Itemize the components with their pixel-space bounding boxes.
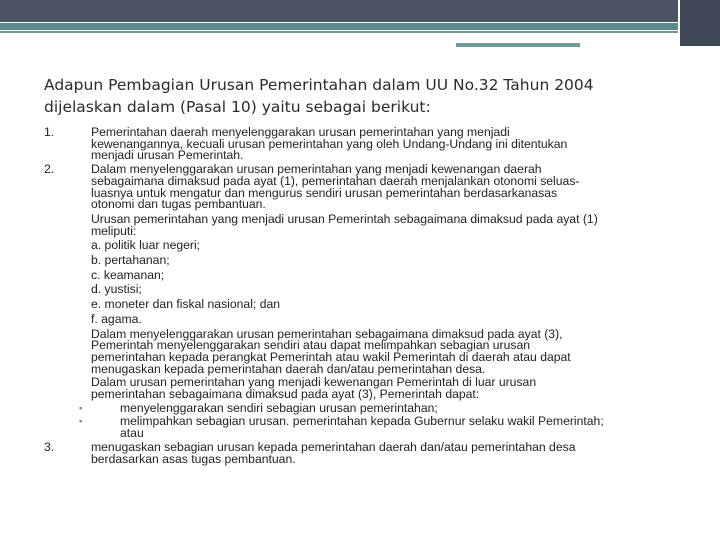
item-text — [91, 127, 691, 162]
bullet-item — [0, 416, 720, 439]
bullet-icon: ▪ — [79, 416, 83, 427]
list-item — [0, 240, 720, 252]
list-item — [0, 326, 720, 376]
text-line: berdasarkan asas tugas pembantuan. — [91, 451, 296, 466]
list-item — [0, 211, 720, 238]
list-item — [0, 255, 720, 267]
bullet-item — [0, 400, 720, 415]
list-item — [0, 377, 720, 400]
list-item — [0, 311, 720, 326]
item-text — [91, 377, 691, 400]
item-number: 2. — [44, 162, 55, 177]
text-line: Dalam urusan pemerintahan yang menjadi kewenangan Pemerintah di luar urusan — [91, 375, 537, 390]
sub-item: c. keamanan; — [91, 267, 165, 282]
text-line: menjadi urusan Pemerintah. — [91, 148, 244, 163]
sub-item: e. moneter dan fiskal nasional; dan — [91, 297, 281, 312]
text-line: otonomi dan tugas pembantuan. — [91, 197, 266, 212]
list-item — [0, 127, 720, 162]
accent-bar — [0, 23, 678, 30]
list-item — [0, 439, 720, 466]
bullet-text — [120, 400, 680, 415]
text-line: Pemerintah menyelenggarakan sendiri atau dapat melimpahkan sebagian urusan — [91, 338, 531, 353]
text-line: pemerintahan sebagaimana dimaksud pada ayat (3), Pemerintah dapat: — [91, 387, 480, 402]
item-text — [91, 164, 691, 211]
sub-item: a. politik luar negeri; — [91, 238, 201, 253]
text-line: sebagaimana dimaksud pada ayat (1), pemerintahan daerah menjalankan otonomi seluas- — [91, 173, 580, 188]
list-item — [0, 164, 720, 211]
text-line: menyelenggarakan sendiri sebagian urusan pemerintahan; — [120, 400, 438, 415]
text-line: kewenangannya, kecuali urusan pemerintahan yang oleh Undang-Undang ini ditentukan — [91, 136, 568, 151]
accent-short-bar — [456, 43, 580, 47]
title-line-1: Adapun Pembagian Urusan Pemerintahan dalam UU No.32 Tahun 2004 — [44, 76, 594, 94]
text-line: meliputi: — [91, 223, 137, 238]
slide-title — [44, 74, 684, 118]
list-item — [0, 267, 720, 282]
slide-body — [0, 127, 720, 465]
text-line: atau — [120, 426, 144, 441]
bullet-text — [120, 416, 680, 439]
item-number: 3. — [44, 439, 55, 454]
sub-item: b. pertahanan; — [91, 253, 170, 268]
title-line-2: dijelaskan dalam (Pasal 10) yaitu sebagai berikut: — [44, 98, 431, 116]
item-text — [91, 326, 691, 376]
text-line: melimpahkan sebagian urusan. pemerintahan kepada Gubernur selaku wakil Pemerintah; — [120, 414, 604, 429]
sub-item: f. agama. — [91, 311, 142, 326]
list-item — [0, 299, 720, 311]
text-line: Dalam menyelenggarakan urusan pemerintahan yang menjadi kewenangan daerah — [91, 162, 542, 177]
text-line: pemerintahan kepada perangkat Pemerintah atau wakil Pemerintah di daerah atau dapat — [91, 349, 571, 364]
text-line: menugaskan kepada pemerintahan daerah dan/atau pemerintahan desa. — [91, 361, 486, 376]
accent-line — [0, 31, 678, 33]
text-line: Urusan pemerintahan yang menjadi urusan Pemerintah sebagaimana dimaksud pada ayat (1) — [91, 211, 598, 226]
text-line: menugaskan sebagian urusan kepada pemerintahan daerah dan/atau pemerintahan desa — [91, 439, 576, 454]
text-line: Dalam menyelenggarakan urusan pemerintahan sebagaimana dimaksud pada ayat (3), — [91, 326, 563, 341]
list-item — [0, 284, 720, 296]
bullet-icon: ▪ — [79, 402, 83, 413]
sub-item: d. yustisi; — [91, 282, 142, 297]
text-line: Pemerintahan daerah menyelenggarakan urusan pemerintahan yang menjadi — [91, 125, 510, 139]
header-bar — [0, 0, 678, 22]
text-line: luasnya untuk mengatur dan mengurus sendiri urusan pemerintahan berdasarkanasas — [91, 185, 558, 200]
item-text — [91, 211, 691, 238]
item-text — [91, 439, 691, 466]
item-number: 1. — [44, 125, 55, 139]
corner-block — [680, 0, 720, 46]
